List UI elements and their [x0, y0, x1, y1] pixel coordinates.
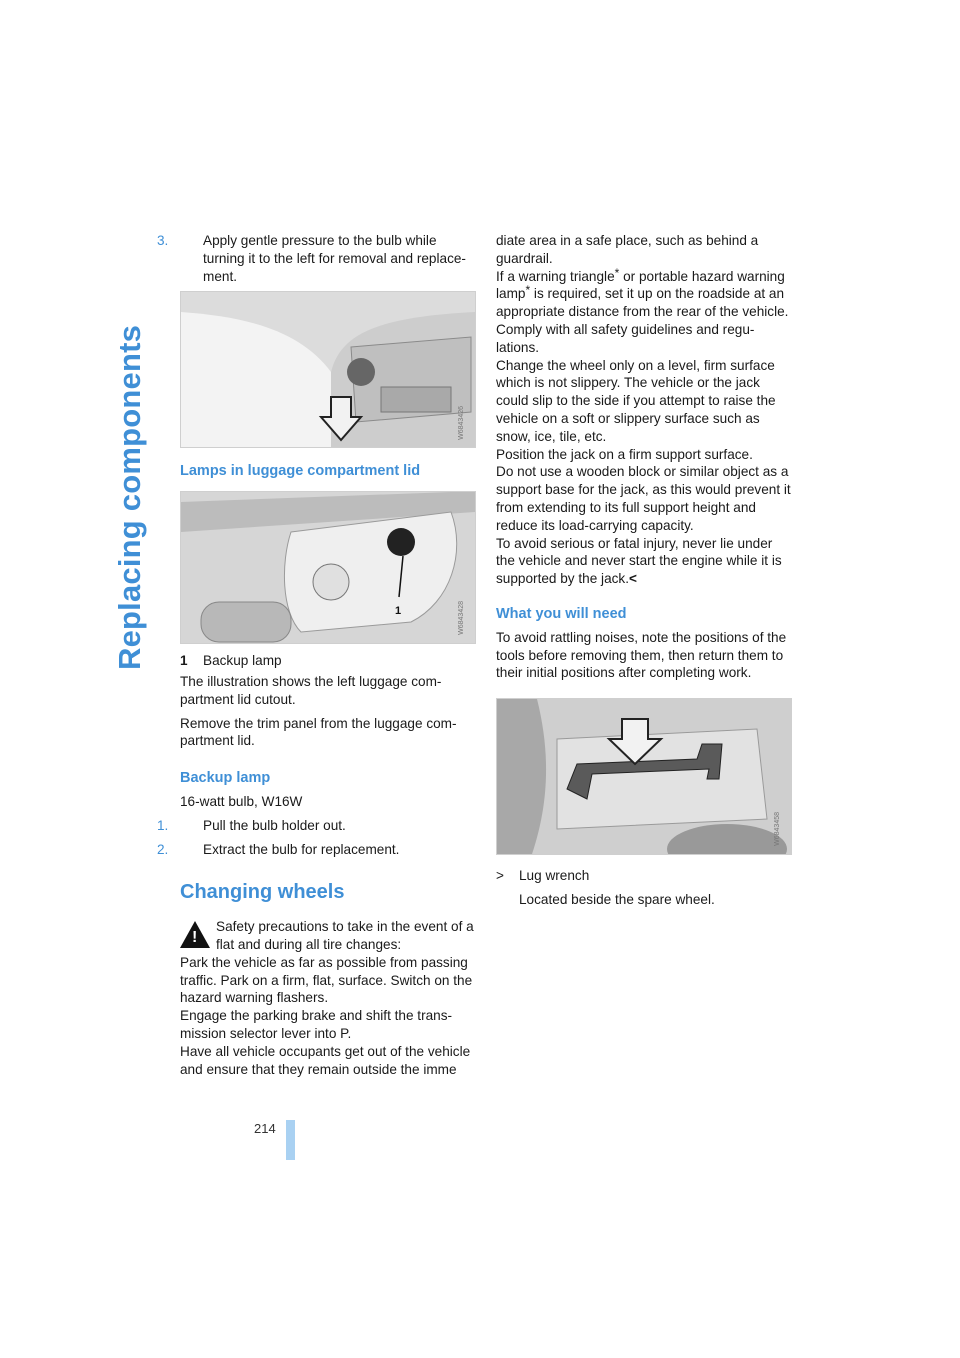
surface-para: Change the wheel only on a level, firm surface which is not slippery. The vehicle or the jack could slip to the side if you attempt to raise the vehicle on a soft or slippery surface such as snow, ice, tile, etc.: [496, 357, 776, 444]
injury-para: To avoid serious or fatal injury, never lie under the vehicle and never start the engine while it is supported by the jack.<: [496, 535, 782, 587]
side-chapter-title: Replacing components: [112, 324, 147, 670]
step-3: 3. Apply gentle pressure to the bulb while turning it to the left for removal and replacement.: [157, 233, 466, 284]
para-tools: To avoid rattling noises, note the positions of the tools before removing them, then return them to their initial positions after completing work.: [496, 629, 787, 681]
bullet-lug-wrench: > Lug wrench: [496, 868, 590, 884]
figure-code: W6843458: [774, 812, 782, 847]
warning-body-3: Have all vehicle occupants get out of the vehicle and ensure that they remain outside the imme: [180, 1043, 471, 1077]
luggage-lid-illustration: [181, 492, 475, 643]
page-number: 214: [254, 1121, 276, 1136]
figure-luggage-lid-lamp: [180, 491, 476, 644]
step-1: 1. Pull the bulb holder out.: [157, 817, 346, 833]
warning-block: [180, 918, 476, 1078]
lug-wrench-illustration: [497, 699, 791, 854]
bulb-spec: 16-watt bulb, W16W: [180, 793, 303, 809]
figure-lug-wrench: [496, 698, 792, 855]
heading-changing-wheels: Changing wheels: [180, 881, 345, 904]
callout-1: 1: [395, 605, 402, 618]
bulb-removal-illustration: [181, 292, 475, 447]
bullet-sub: Located beside the spare wheel.: [519, 891, 715, 907]
step-2: 2. Extract the bulb for replacement.: [157, 841, 400, 857]
para-remove-trim: Remove the trim panel from the luggage compartment lid.: [180, 715, 457, 749]
heading-backup-lamp: Backup lamp: [180, 770, 271, 787]
figure-code: W6843428: [458, 601, 466, 636]
heading-what-you-need: What you will need: [496, 605, 627, 622]
para-illustration: The illustration shows the left luggage compartment lid cutout.: [180, 673, 442, 707]
left-column: [157, 232, 476, 1078]
warning-triangle-icon: [180, 921, 210, 948]
figure-code: W6843426: [458, 405, 466, 440]
warning-lead: Safety precautions to take in the event of a flat and during all tire changes:: [216, 919, 474, 952]
figure-bulb-removal: [180, 291, 476, 448]
wooden-block-para: Do not use a wooden block or similar object as a support base for the jack, as this would prevent it from extending to its full support height and reduce its load-carrying capacity.: [496, 464, 791, 533]
warning-lead-row: [180, 918, 476, 954]
jack-support-para: Position the jack on a firm support surface.: [496, 446, 753, 462]
page-marker-bar: [286, 1120, 295, 1160]
warning-body-2: Engage the parking brake and shift the transmission selector lever into P.: [180, 1008, 453, 1041]
right-column: [496, 232, 792, 909]
legend-item: 1 Backup lamp: [180, 653, 282, 669]
heading-lamps-luggage-lid: Lamps in luggage compartment lid: [180, 463, 421, 480]
warning-triangle-para: If a warning triangle* or portable hazard warning lamp* is required, set it up on the roadside at an appropriate distance from the rear of the vehicle. Comply with all safety guidelines and regulations.: [496, 265, 789, 355]
warning-body: Park the vehicle as far as possible from passing traffic. Park on a firm, flat, surface. Switch on the hazard warning flashers.: [180, 954, 473, 1006]
warning-continued: diate area in a safe place, such as behind a guardrail.: [496, 233, 759, 266]
